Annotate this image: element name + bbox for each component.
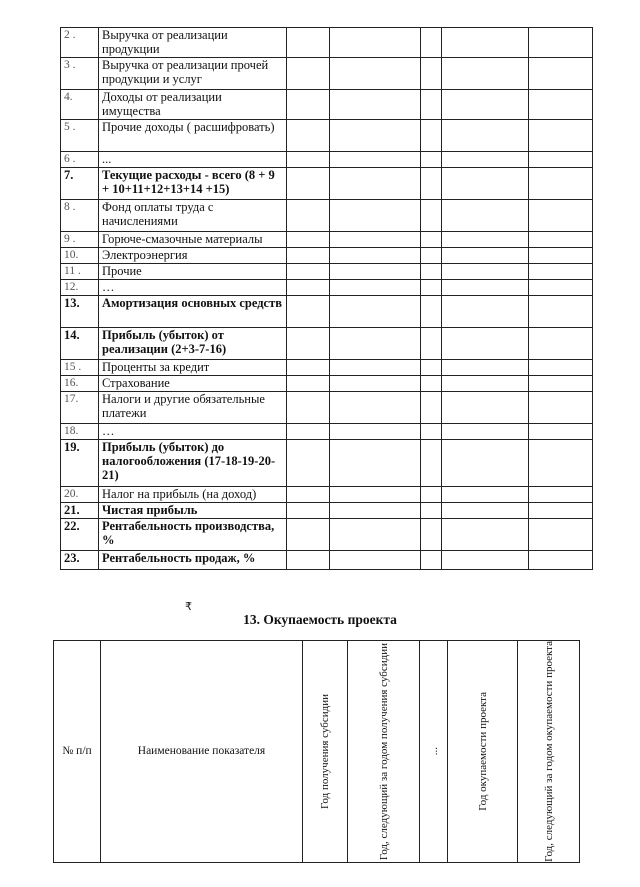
header-ellipsis: ...	[420, 641, 448, 863]
row-indicator-name: Налоги и другие обязательные платежи	[99, 392, 287, 424]
row-number: 11 .	[61, 264, 99, 280]
empty-cell	[287, 232, 330, 248]
empty-cell	[421, 264, 442, 280]
empty-cell	[330, 487, 421, 503]
empty-cell	[330, 503, 421, 519]
empty-cell	[330, 392, 421, 424]
empty-cell	[442, 264, 529, 280]
empty-cell	[442, 424, 529, 440]
row-number: 8 .	[61, 200, 99, 232]
row-indicator-name: Прочие доходы ( расшифровать)	[99, 120, 287, 152]
empty-cell	[421, 280, 442, 296]
empty-cell	[330, 424, 421, 440]
row-indicator-name: Горюче-смазочные материалы	[99, 232, 287, 248]
empty-cell	[442, 152, 529, 168]
empty-cell	[442, 28, 529, 58]
empty-cell	[529, 424, 593, 440]
row-number: 15 .	[61, 360, 99, 376]
table-row	[61, 392, 593, 424]
table-row	[61, 503, 593, 519]
empty-cell	[330, 551, 421, 570]
payback-header-row	[54, 641, 580, 863]
header-year-after-subsidy: Год, следующий за годом получения субсидии	[348, 641, 420, 863]
table-row	[61, 376, 593, 392]
empty-cell	[421, 392, 442, 424]
empty-cell	[442, 360, 529, 376]
row-number: 14.	[61, 328, 99, 360]
empty-cell	[330, 168, 421, 200]
empty-cell	[529, 248, 593, 264]
empty-cell	[442, 248, 529, 264]
header-payback-year: Год окупаемости проекта	[448, 641, 518, 863]
empty-cell	[287, 58, 330, 90]
table-row	[61, 360, 593, 376]
row-indicator-name: Доходы от реализации имущества	[99, 90, 287, 120]
empty-cell	[529, 90, 593, 120]
empty-cell	[442, 232, 529, 248]
empty-cell	[287, 487, 330, 503]
row-indicator-name: Электроэнергия	[99, 248, 287, 264]
row-number: 23.	[61, 551, 99, 570]
empty-cell	[287, 376, 330, 392]
empty-cell	[287, 280, 330, 296]
empty-cell	[529, 200, 593, 232]
row-indicator-name: Текущие расходы - всего (8 + 9 + 10+11+12+13+14 +15)	[99, 168, 287, 200]
empty-cell	[330, 328, 421, 360]
empty-cell	[442, 376, 529, 392]
empty-cell	[421, 58, 442, 90]
empty-cell	[529, 519, 593, 551]
header-year-after-payback: Год, следующий за годом окупаемости проекта	[518, 641, 580, 863]
empty-cell	[421, 232, 442, 248]
row-number: 4.	[61, 90, 99, 120]
empty-cell	[529, 28, 593, 58]
empty-cell	[330, 90, 421, 120]
row-number: 12.	[61, 280, 99, 296]
table-row	[61, 168, 593, 200]
empty-cell	[287, 424, 330, 440]
row-indicator-name: Прибыль (убыток) от реализации (2+3-7-16)	[99, 328, 287, 360]
table-row	[61, 328, 593, 360]
empty-cell	[421, 487, 442, 503]
row-indicator-name: Выручка от реализации продукции	[99, 28, 287, 58]
empty-cell	[421, 90, 442, 120]
empty-cell	[330, 264, 421, 280]
empty-cell	[442, 503, 529, 519]
empty-cell	[287, 90, 330, 120]
empty-cell	[330, 296, 421, 328]
empty-cell	[330, 200, 421, 232]
empty-cell	[442, 90, 529, 120]
empty-cell	[529, 440, 593, 487]
empty-cell	[529, 392, 593, 424]
row-number: 13.	[61, 296, 99, 328]
row-number: 19.	[61, 440, 99, 487]
empty-cell	[287, 360, 330, 376]
header-year-subsidy: Год получения субсидии	[303, 641, 348, 863]
empty-cell	[287, 440, 330, 487]
empty-cell	[287, 120, 330, 152]
empty-cell	[421, 376, 442, 392]
empty-cell	[287, 168, 330, 200]
row-indicator-name: …	[99, 280, 287, 296]
row-number: 16.	[61, 376, 99, 392]
empty-cell	[529, 232, 593, 248]
empty-cell	[287, 296, 330, 328]
empty-cell	[529, 551, 593, 570]
table-row	[61, 280, 593, 296]
payback-table	[53, 640, 580, 863]
empty-cell	[529, 503, 593, 519]
header-num: № п/п	[54, 641, 101, 863]
row-indicator-name: Фонд оплаты труда с начислениями	[99, 200, 287, 232]
empty-cell	[442, 296, 529, 328]
empty-cell	[442, 551, 529, 570]
row-indicator-name: Чистая прибыль	[99, 503, 287, 519]
row-number: 3 .	[61, 58, 99, 90]
row-number: 21.	[61, 503, 99, 519]
empty-cell	[421, 503, 442, 519]
empty-cell	[442, 58, 529, 90]
section-title: 13. Окупаемость проекта	[243, 612, 397, 627]
empty-cell	[529, 280, 593, 296]
empty-cell	[442, 280, 529, 296]
row-number: 17.	[61, 392, 99, 424]
empty-cell	[421, 296, 442, 328]
table-row	[61, 120, 593, 152]
empty-cell	[529, 120, 593, 152]
empty-cell	[442, 200, 529, 232]
empty-cell	[442, 519, 529, 551]
row-indicator-name: Страхование	[99, 376, 287, 392]
empty-cell	[442, 168, 529, 200]
table-row	[61, 248, 593, 264]
empty-cell	[287, 264, 330, 280]
empty-cell	[529, 376, 593, 392]
table-row	[61, 90, 593, 120]
empty-cell	[330, 519, 421, 551]
row-number: 2 .	[61, 28, 99, 58]
empty-cell	[330, 152, 421, 168]
empty-cell	[330, 120, 421, 152]
empty-cell	[442, 120, 529, 152]
row-indicator-name: Амортизация основных средств	[99, 296, 287, 328]
table-row	[61, 487, 593, 503]
empty-cell	[330, 58, 421, 90]
empty-cell	[330, 232, 421, 248]
row-indicator-name: Проценты за кредит	[99, 360, 287, 376]
empty-cell	[421, 152, 442, 168]
row-number: 10.	[61, 248, 99, 264]
empty-cell	[529, 152, 593, 168]
financial-indicators-table	[60, 27, 593, 570]
empty-cell	[287, 392, 330, 424]
empty-cell	[529, 168, 593, 200]
empty-cell	[421, 551, 442, 570]
empty-cell	[421, 360, 442, 376]
empty-cell	[287, 328, 330, 360]
empty-cell	[330, 280, 421, 296]
empty-cell	[421, 168, 442, 200]
empty-cell	[287, 152, 330, 168]
row-number: 9 .	[61, 232, 99, 248]
table-row	[61, 152, 593, 168]
row-indicator-name: ...	[99, 152, 287, 168]
row-indicator-name: Рентабельность продаж, %	[99, 551, 287, 570]
table-row	[61, 440, 593, 487]
row-number: 5 .	[61, 120, 99, 152]
row-indicator-name: Рентабельность производства, %	[99, 519, 287, 551]
table-row	[61, 519, 593, 551]
empty-cell	[287, 200, 330, 232]
empty-cell	[287, 519, 330, 551]
empty-cell	[421, 424, 442, 440]
empty-cell	[442, 328, 529, 360]
row-number: 6 .	[61, 152, 99, 168]
table-row	[61, 264, 593, 280]
table-row	[61, 58, 593, 90]
empty-cell	[330, 248, 421, 264]
empty-cell	[287, 248, 330, 264]
empty-cell	[529, 296, 593, 328]
empty-cell	[442, 392, 529, 424]
empty-cell	[529, 328, 593, 360]
empty-cell	[287, 28, 330, 58]
row-number: 18.	[61, 424, 99, 440]
row-indicator-name: Прибыль (убыток) до налогообложения (17-18-19-20-21)	[99, 440, 287, 487]
empty-cell	[529, 360, 593, 376]
empty-cell	[421, 519, 442, 551]
empty-cell	[330, 360, 421, 376]
empty-cell	[330, 440, 421, 487]
row-number: 22.	[61, 519, 99, 551]
empty-cell	[421, 440, 442, 487]
table-row	[61, 200, 593, 232]
row-indicator-name: Выручка от реализации прочей продукции и услуг	[99, 58, 287, 90]
empty-cell	[442, 440, 529, 487]
row-number: 20.	[61, 487, 99, 503]
empty-cell	[421, 248, 442, 264]
row-indicator-name: Прочие	[99, 264, 287, 280]
row-indicator-name: Налог на прибыль (на доход)	[99, 487, 287, 503]
empty-cell	[421, 200, 442, 232]
table-row	[61, 28, 593, 58]
empty-cell	[442, 487, 529, 503]
empty-cell	[529, 487, 593, 503]
empty-cell	[529, 264, 593, 280]
empty-cell	[421, 28, 442, 58]
table-row	[61, 424, 593, 440]
stray-mark: ₹	[185, 601, 192, 613]
table-row	[61, 551, 593, 570]
empty-cell	[330, 28, 421, 58]
empty-cell	[421, 120, 442, 152]
table-row	[61, 296, 593, 328]
row-indicator-name: …	[99, 424, 287, 440]
table-row	[61, 232, 593, 248]
empty-cell	[287, 503, 330, 519]
empty-cell	[421, 328, 442, 360]
empty-cell	[330, 376, 421, 392]
empty-cell	[529, 58, 593, 90]
header-name: Наименование показателя	[101, 641, 303, 863]
empty-cell	[287, 551, 330, 570]
row-number: 7.	[61, 168, 99, 200]
